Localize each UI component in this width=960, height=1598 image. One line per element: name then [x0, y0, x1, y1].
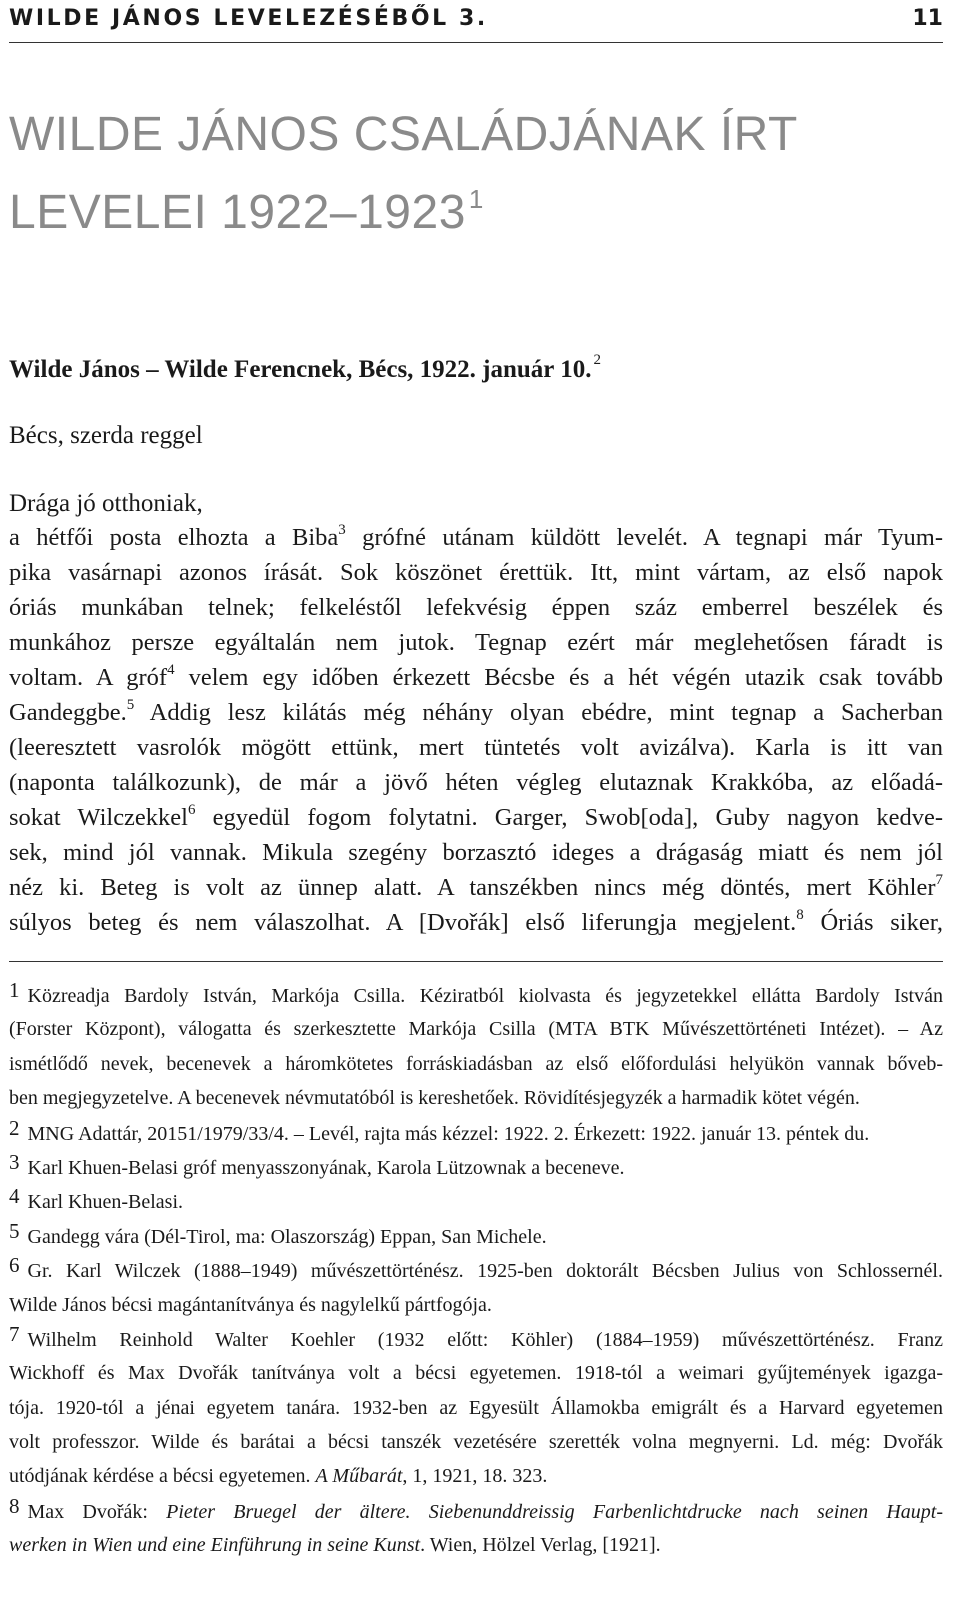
body-line: súlyos beteg és nem válaszolhat. A [Dvořák] első liferungja megjelent.$^8$ Óriás siker, [9, 907, 943, 936]
footnote-5: 5 Gandegg vára (Dél-Tirol, ma: Olaszország) Eppan, San Michele. [9, 1218, 547, 1248]
body-line: voltam. A gróf$^4$ velem egy időben érkezett Bécsbe és a hét végén utazik csak tovább [9, 662, 943, 691]
body-line: munkához persze egyáltalán nem jutok. Tegnap ezért már meglehetősen fáradt is [9, 629, 943, 656]
footnotes [9, 978, 943, 1563]
body-line: pika vasárnapi azonos írását. Sok köszönet érettük. Itt, mint vártam, az első napok [9, 559, 943, 586]
footnote-number: 7 [9, 1321, 20, 1346]
footnote-line: (Forster Központ), válogatta és szerkesztette Markója Csilla (MTA BTK Művészettörténeti Intézet). – Az [9, 1018, 943, 1041]
footnote-8: 8 Max Dvořák: Pieter Bruegel der ältere. Siebenunddreissig Farbenlichtdrucke nach seinen Haupt- [9, 1493, 944, 1523]
footnote-ref[interactable]: 5 [126, 697, 135, 713]
footnote-1: 1 Közreadja Bardoly István, Markója Csilla. Kéziratból kiolvasta és jegyzetekkel ellátta Bardoly István [9, 978, 943, 1007]
footnote-line: volt professzor. Wilde és barátai a bécsi tanszék vezetésére szerették volna megnyerni. Ld. még: Dvořák [9, 1431, 943, 1454]
footnote-2: 2 MNG Adattár, 20151/1979/33/4. – Levél, rajta más kézzel: 1922. 2. Érkezett: 1922. január 13. péntek du. [9, 1115, 870, 1145]
page-number: 11 [912, 6, 943, 31]
footnote-number: 4 [9, 1184, 20, 1209]
footnote-number: 2 [9, 1115, 20, 1140]
footnote-6: 6 Gr. Karl Wilczek (1888–1949) művészettörténész. 1925-ben doktorált Bécsben Julius von Schlossernél. [9, 1253, 943, 1283]
letter-place-date: Bécs, szerda reggel [9, 422, 203, 449]
italic-title: Pieter Bruegel der ältere. Siebenunddreissig Farbenlichtdrucke nach seinen Haupt- [166, 1500, 944, 1523]
footnote-number: 3 [9, 1149, 20, 1174]
footnote-line: Wickhoff és Max Dvořák tanítványa volt a bécsi egyetemen. 1918-tól a weimari gyűjtemények igazga- [9, 1362, 943, 1385]
footnote-number: 6 [9, 1253, 20, 1278]
footnote-line: ismétlődő nevek, becenevek a háromkötetes forráskiadásban az első előfordulási helyükön vannak bőveb- [9, 1052, 943, 1075]
letter-body [9, 520, 943, 940]
body-line: (naponta találkozunk), de már a jövő héten végleg elutaznak Krakkóba, az előadá- [9, 769, 943, 796]
body-line: sek, mind jól vannak. Mikula szegény borzasztó ideges a drágaság miatt és nem jól [9, 839, 943, 866]
footnote-line: Wilde János bécsi magántanítványa és nagylelkű pártfogója. [9, 1293, 492, 1316]
running-header-title: WILDE JÁNOS LEVELEZÉSÉBŐL 3. [9, 6, 488, 31]
body-line: sokat Wilczekkel$^6$ egyedül fogom folytatni. Garger, Swob[oda], Guby nagyon kedve- [9, 802, 943, 831]
chapter-title [9, 103, 798, 245]
footnote-number: 1 [9, 978, 20, 1002]
footnote-line: utódjának kérdése a bécsi egyetemen. A Műbarát, 1, 1921, 18. 323. [9, 1465, 548, 1488]
chapter-title-line-2 [9, 167, 798, 245]
footnote-ref[interactable]: 1 [468, 184, 484, 214]
footnote-line: tója. 1920-tól a jénai egyetem tanára. 1932-ben az Egyesült Államokba emigrált és a Harvard egyetemen [9, 1396, 943, 1419]
body-line: néz ki. Beteg is volt az ünnep alatt. A tanszékben nincs még döntés, mert Köhler$^7$ [9, 872, 943, 901]
italic-title: A Műbarát [315, 1465, 403, 1488]
body-line: a hétfői posta elhozta a Biba$^3$ grófné utánam küldött levelét. A tegnapi már Tyum- [9, 522, 943, 551]
body-line: (leeresztett vasrolók mögött ettünk, mert tüntetés volt avizálva). Karla is itt van [9, 734, 943, 761]
footnote-ref[interactable]: 8 [796, 907, 804, 923]
letter-salutation: Drága jó otthoniak, [9, 490, 203, 517]
letter-heading [9, 342, 601, 388]
letter-heading-text: Wilde János – Wilde Ferencnek, Bécs, 1922. január 10. [9, 356, 592, 383]
footnote-ref[interactable]: 3 [338, 522, 346, 538]
body-line: Gandeggbe.$^5$ Addig lesz kilátás még néhány olyan ebédre, mint tegnap a Sacherban [9, 697, 943, 726]
italic-title: werken in Wien und eine Einführung in seine Kunst [9, 1534, 421, 1557]
footnote-ref[interactable]: 4 [167, 662, 175, 678]
footnote-7: 7 Wilhelm Reinhold Walter Koehler (1932 előtt: Köhler) (1884–1959) művészettörténész. Franz [9, 1321, 943, 1351]
footnote-ref[interactable]: 2 [593, 352, 601, 368]
footnote-number: 8 [9, 1493, 20, 1518]
footnote-rule [9, 961, 943, 962]
chapter-title-line-2-text: LEVELEI 1922–1923 [9, 186, 466, 239]
footnote-4: 4 Karl Khuen-Belasi. [9, 1184, 184, 1214]
footnote-3: 3 Karl Khuen-Belasi gróf menyasszonyának, Karola Lützownak a beceneve. [9, 1149, 625, 1179]
footnote-line: ben megjegyzetelve. A becenevek névmutatóból is kereshetőek. Rövidítésjegyzék a harmadik kötet végén. [9, 1087, 860, 1110]
chapter-title-line-1: WILDE JÁNOS CSALÁDJÁNAK ÍRT [9, 108, 798, 161]
footnote-ref[interactable]: 7 [935, 872, 943, 888]
header-rule [9, 42, 943, 43]
body-line: óriás munkában telnek; felkeléstől lefekvésig éppen száz emberrel beszélek és [9, 594, 943, 621]
footnote-number: 5 [9, 1218, 20, 1243]
footnote-line: werken in Wien und eine Einführung in seine Kunst. Wien, Hölzel Verlag, [1921]. [9, 1534, 661, 1557]
footnote-ref[interactable]: 6 [188, 802, 196, 818]
running-header [9, 6, 943, 36]
